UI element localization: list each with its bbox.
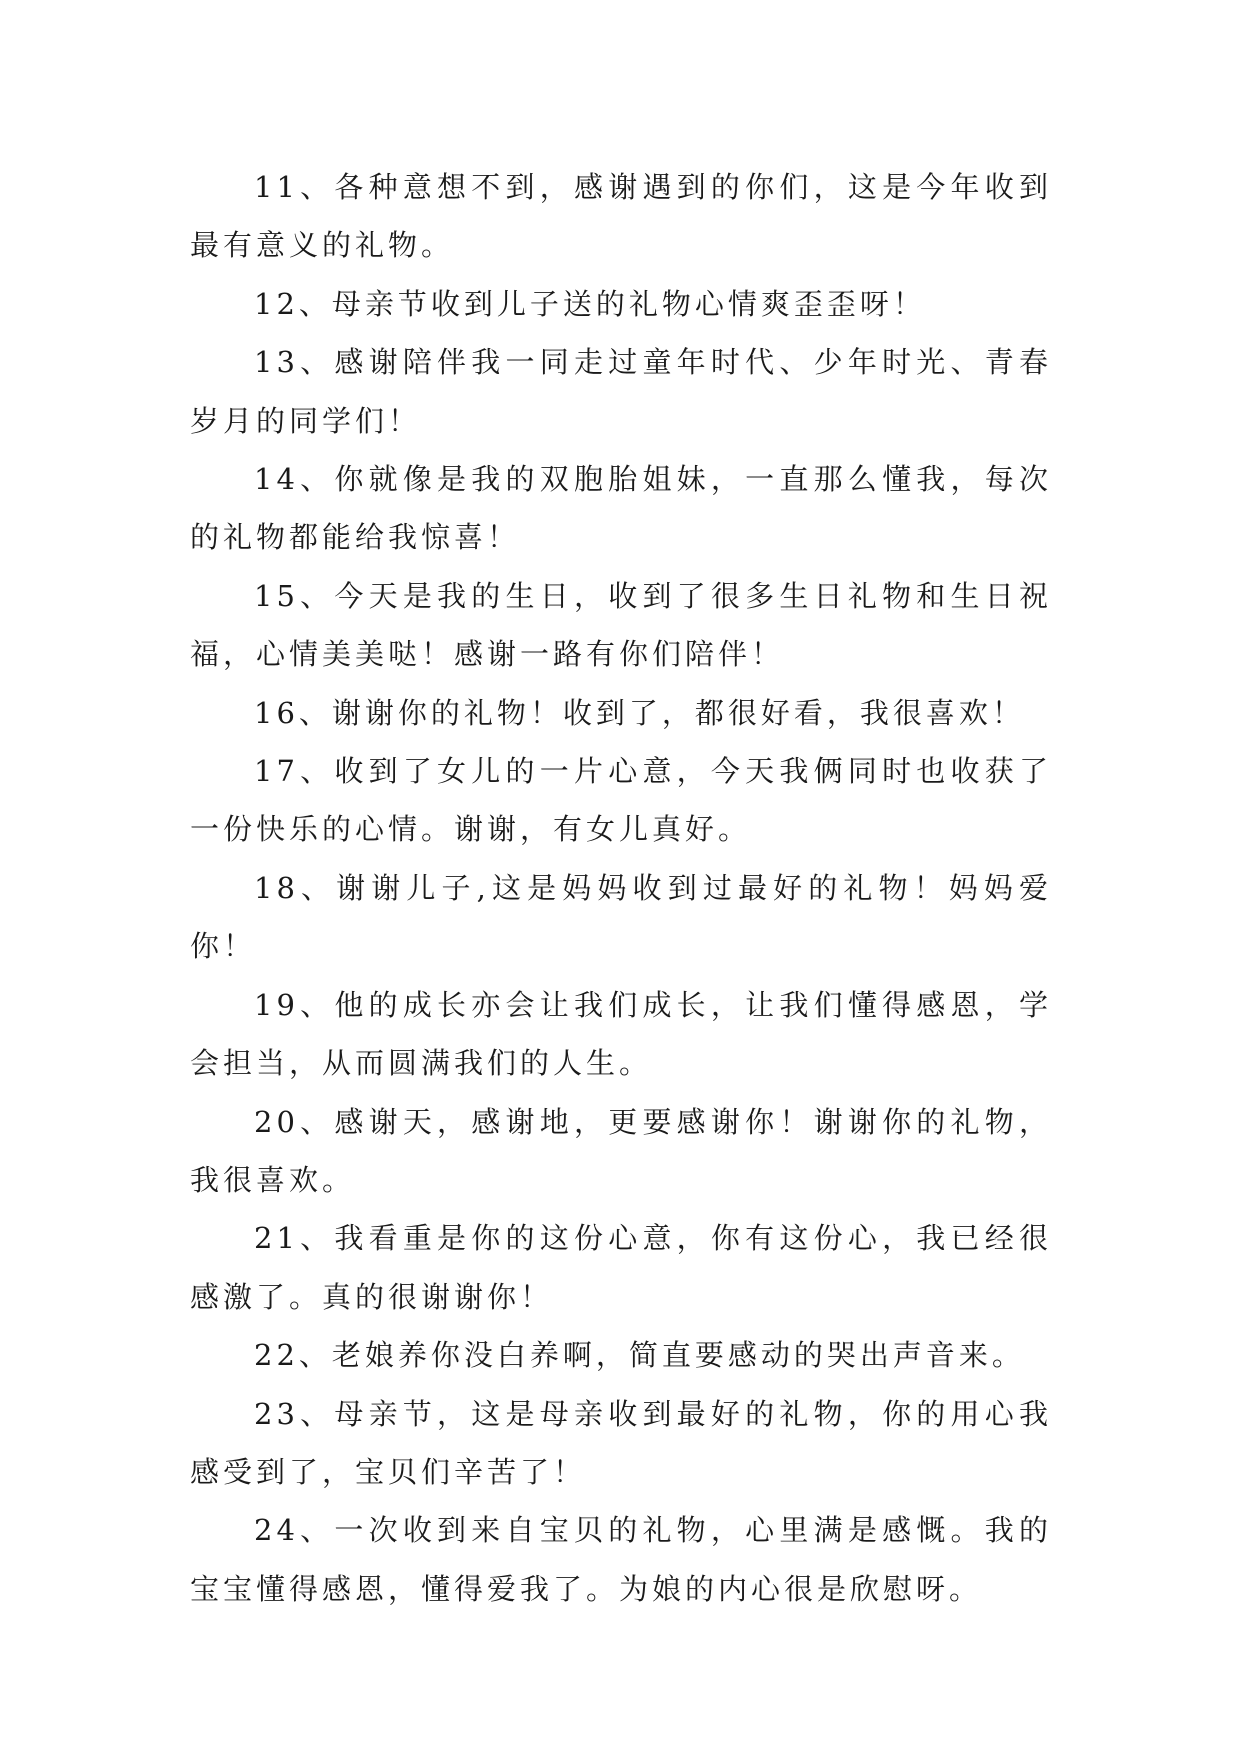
paragraph-16: 16、谢谢你的礼物！收到了，都很好看，我很喜欢！ <box>254 695 1025 730</box>
paragraph-21: 21、我看重是你的这份心意，你有这份心，我已经很感激了。真的很谢谢你！ <box>190 1221 1052 1314</box>
paragraph-14: 14、你就像是我的双胞胎姐妹，一直那么懂我，每次的礼物都能给我惊喜！ <box>190 462 1052 555</box>
paragraph-24: 24、一次收到来自宝贝的礼物，心里满是感慨。我的宝宝懂得感恩，懂得爱我了。为娘的内心很是欣慰呀。 <box>190 1513 1052 1606</box>
document-body <box>190 158 1052 1618</box>
paragraph-15: 15、今天是我的生日，收到了很多生日礼物和生日祝福，心情美美哒！感谢一路有你们陪伴！ <box>190 578 1052 672</box>
paragraph-19: 19、他的成长亦会让我们成长，让我们懂得感恩，学会担当，从而圆满我们的人生。 <box>190 987 1052 1081</box>
paragraph-23: 23、母亲节，这是母亲收到最好的礼物，你的用心我感受到了，宝贝们辛苦了！ <box>190 1396 1052 1489</box>
paragraph-18: 18、谢谢儿子,这是妈妈收到过最好的礼物！妈妈爱你！ <box>190 870 1052 964</box>
paragraph-12: 12、母亲节收到儿子送的礼物心情爽歪歪呀！ <box>254 286 926 321</box>
paragraph-20: 20、感谢天，感谢地，更要感谢你！谢谢你的礼物，我很喜欢。 <box>190 1104 1052 1197</box>
paragraph-22: 22、老娘养你没白养啊，简直要感动的哭出声音来。 <box>254 1338 1025 1373</box>
paragraph-13: 13、感谢陪伴我一同走过童年时代、少年时光、青春岁月的同学们！ <box>190 345 1052 438</box>
paragraph-17: 17、收到了女儿的一片心意，今天我俩同时也收获了一份快乐的心情。谢谢，有女儿真好。 <box>190 754 1052 847</box>
paragraph-11: 11、各种意想不到，感谢遇到的你们，这是今年收到最有意义的礼物。 <box>190 170 1052 263</box>
